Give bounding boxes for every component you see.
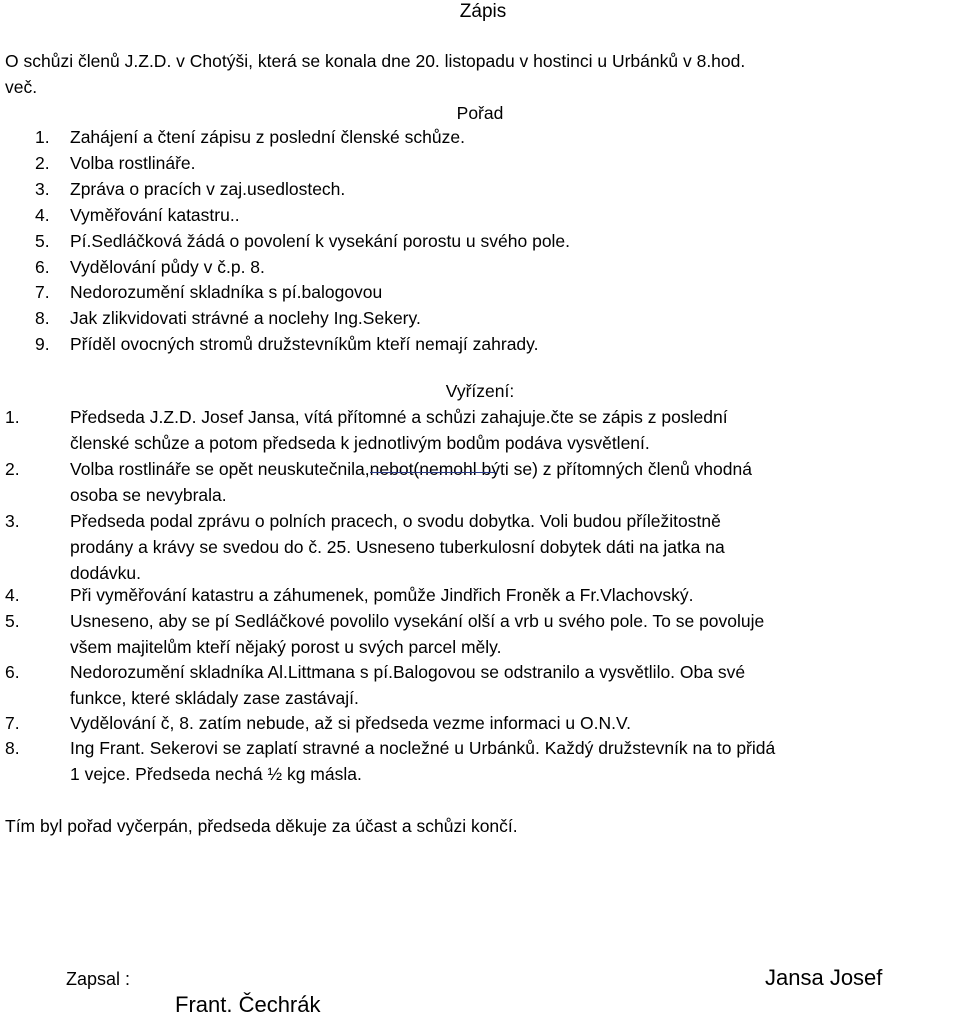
agenda-heading: Pořad [456, 103, 504, 123]
resolution-item-line [70, 456, 752, 482]
agenda-item-number: 4. [35, 205, 50, 225]
agenda-item [0, 150, 960, 176]
resolution-item-line: všem majitelům kteří nějaký porost u svých parcel měly. [70, 637, 502, 657]
agenda-item-text: Vydělování půdy v č.p. 8. [70, 257, 265, 277]
agenda-item [0, 305, 960, 331]
agenda-item-number: 9. [35, 334, 50, 354]
agenda-item-number: 2. [35, 153, 50, 173]
resolution-item [0, 659, 960, 711]
resolution-item [0, 582, 960, 608]
agenda-item-number: 3. [35, 179, 50, 199]
resolution-item [0, 456, 960, 508]
agenda-item-number: 7. [35, 282, 50, 302]
agenda-item [0, 331, 960, 357]
resolution-item-line: 1 vejce. Předseda nechá ½ kg másla. [70, 764, 362, 784]
agenda-item-text: Vyměřování katastru.. [70, 205, 240, 225]
resolution-item-number: 6. [5, 662, 20, 682]
resolution-item-line: Usneseno, aby se pí Sedláčkové povolilo vysekání olší a vrb u svého pole. To se povoluje [70, 611, 765, 631]
resolution-item-number: 4. [5, 585, 20, 605]
resolution-item-line: Nedorozumění skladníka Al.Littmana s pí.Balogovou se odstranilo a vysvětlilo. Oba své [70, 662, 746, 682]
intro-line-1: O schůzi členů J.Z.D. v Chotýši, která se konala dne 20. listopadu v hostinci u Urbánků v 8.hod. [5, 51, 746, 71]
agenda-item-text: Zpráva o pracích v zaj.usedlostech. [70, 179, 346, 199]
resolution-item-line: Předseda podal zprávu o polních pracech, o svodu dobytka. Voli budou příležitostně [70, 511, 721, 531]
resolution-heading: Vyřízení: [445, 381, 515, 401]
agenda-item [0, 202, 960, 228]
recorder-name: Frant. Čechrák [175, 992, 321, 1017]
resolution-text-a: Volba rostlináře se opět neuskutečnila, [70, 459, 370, 479]
agenda-item-number: 5. [35, 231, 50, 251]
resolution-item-line: členské schůze a potom předseda k jednotlivým bodům podáva vysvětlení. [70, 433, 650, 453]
signer-name: Jansa Josef [765, 965, 883, 990]
resolution-item-line: dodávku. [70, 563, 142, 583]
resolution-item [0, 735, 960, 787]
strike-through-line [370, 472, 498, 473]
resolution-item-line: Při vyměřování katastru a záhumenek, pomůže Jindřich Froněk a Fr.Vlachovský. [70, 585, 694, 605]
resolution-item [0, 710, 960, 736]
resolution-item-line: Ing Frant. Sekerovi se zaplatí stravné a nocležné u Urbánků. Každý družstevník na to přidá [70, 738, 776, 758]
agenda-item-text: Zahájení a čtení zápisu z poslední členské schůze. [70, 127, 465, 147]
agenda-item [0, 176, 960, 202]
resolution-item [0, 508, 960, 586]
resolution-item-line: prodány a krávy se svedou do č. 25. Usneseno tuberkulosní dobytek dáti na jatka na [70, 537, 725, 557]
struck-text-content: nebot(nemohl b [369, 459, 492, 479]
agenda-item [0, 279, 960, 305]
resolution-item-number: 7. [5, 713, 20, 733]
agenda-item [0, 254, 960, 280]
resolution-item-number: 5. [5, 611, 20, 631]
agenda-item-text: Nedorozumění skladníka s pí.balogovou [70, 282, 383, 302]
resolution-item-number: 3. [5, 511, 20, 531]
resolution-item-number: 1. [5, 407, 20, 427]
resolution-item [0, 404, 960, 456]
agenda-item-text: Jak zlikvidovati strávné a noclehy Ing.Sekery. [70, 308, 421, 328]
agenda-item-number: 8. [35, 308, 50, 328]
agenda-item-text: Pí.Sedláčková žádá o povolení k vysekání porostu u svého pole. [70, 231, 571, 251]
document-title: Zápis [459, 1, 507, 22]
agenda-item [0, 124, 960, 150]
resolution-item-line: Předseda J.Z.D. Josef Jansa, vítá přítomné a schůzi zahajuje.čte se zápis z poslední [70, 407, 728, 427]
struck-text [370, 459, 492, 479]
resolution-item-line: funkce, které skládaly zase zastávají. [70, 688, 359, 708]
resolution-item-number: 8. [5, 738, 20, 758]
resolution-item-number: 2. [5, 459, 20, 479]
agenda-item-number: 1. [35, 127, 50, 147]
agenda-item-text: Volba rostlináře. [70, 153, 196, 173]
closing-sentence: Tím byl pořad vyčerpán, předseda děkuje za účast a schůzi končí. [5, 816, 518, 836]
recorded-by-label: Zapsal : [66, 969, 131, 989]
resolution-item [0, 608, 960, 660]
agenda-item-number: 6. [35, 257, 50, 277]
resolution-item-line: Vydělování č, 8. zatím nebude, až si předseda vezme informaci u O.N.V. [70, 713, 631, 733]
resolution-text-b: ýti se) z přítomných členů vhodná [491, 459, 752, 479]
agenda-item-text: Příděl ovocných stromů družstevníkům kteří nemají zahrady. [70, 334, 539, 354]
intro-line-2: več. [5, 77, 38, 97]
agenda-item [0, 228, 960, 254]
resolution-item-line: osoba se nevybrala. [70, 485, 227, 505]
